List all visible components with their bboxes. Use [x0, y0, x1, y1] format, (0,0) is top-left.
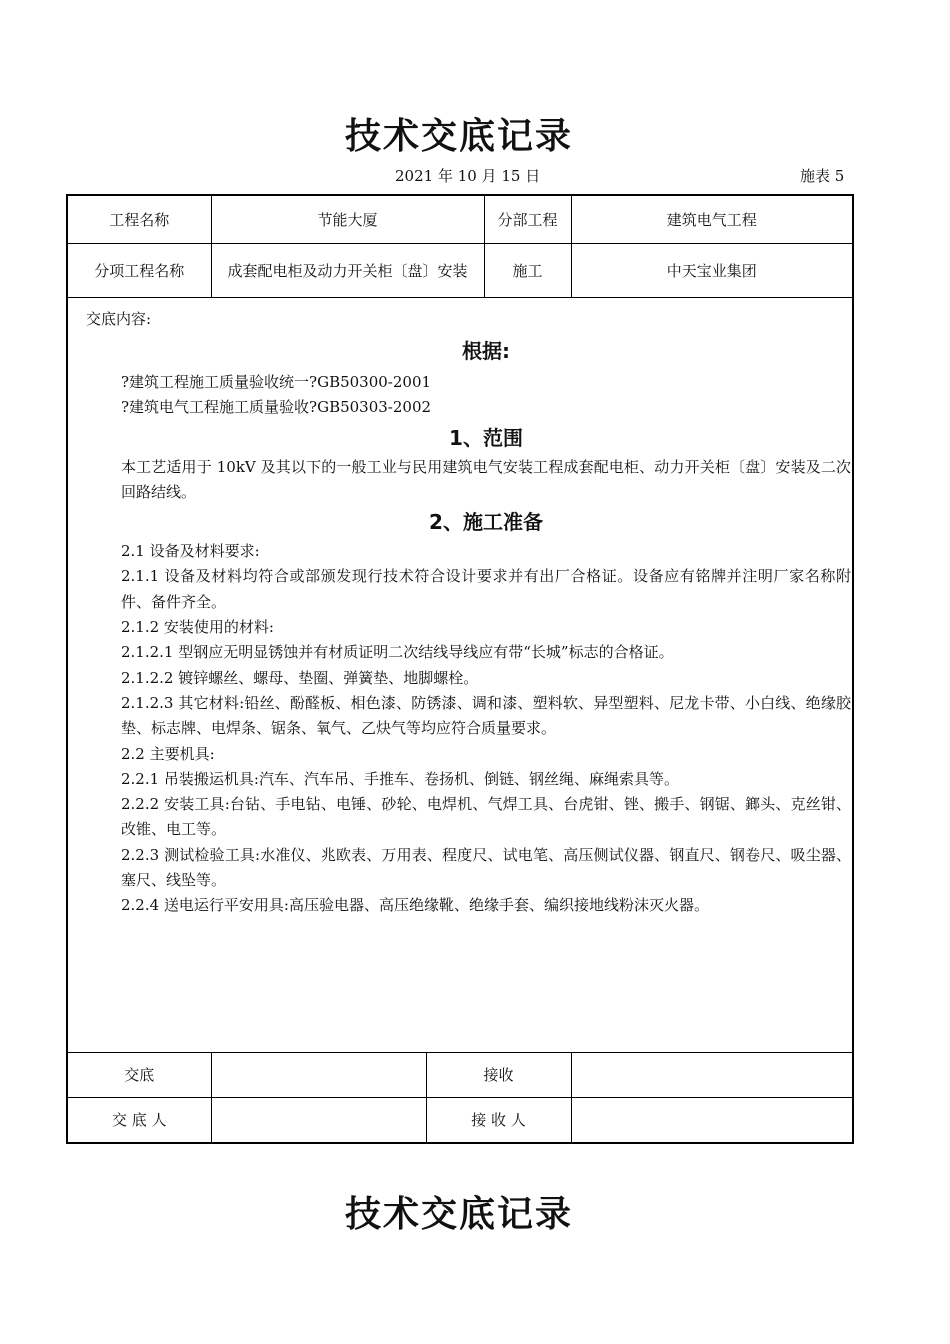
section2-heading: 2、施工准备 [429, 510, 543, 535]
handover-person-label: 交 底 人 [67, 1098, 211, 1144]
content-body [121, 334, 851, 919]
subitem-label: 分项工程名称 [67, 244, 211, 298]
section1-heading: 1、范围 [449, 425, 523, 450]
next-page-title: 技术交底记录 [344, 1194, 573, 1235]
subitem-row [67, 244, 853, 298]
receive-label: 接收 [426, 1053, 571, 1098]
receive-person-label: 接 收 人 [426, 1098, 571, 1144]
content-cell [67, 298, 853, 1053]
basis-line: ?建筑工程施工质量验收统一?GB50300-2001 [121, 373, 432, 391]
handover-label: 交底 [67, 1053, 211, 1098]
page-title: 技术交底记录 [344, 116, 573, 157]
project-row [67, 195, 853, 244]
prep-paragraph: 2.2.3 测试检验工具:水准仪、兆欧表、万用表、程度尺、试电笔、高压侧试仪器、钢直尺、钢卷尺、吸尘器、塞尺、线坠等。 [121, 845, 851, 890]
basis-heading: 根据: [462, 339, 510, 363]
content-label: 交底内容: [86, 310, 152, 328]
prep-paragraph: 2.2.2 安装工具:台钻、手电钻、电锤、砂轮、电焊机、气焊工具、台虎钳、锉、搬手、钢锯、鎯头、克丝钳、改锥、电工等。 [121, 795, 851, 839]
division-label: 分部工程 [484, 195, 571, 244]
prep-paragraph: 2.1.2.1 型钢应无明显锈蚀并有材质证明二次结线导线应有带“长城”标志的合格证。 [121, 643, 674, 662]
prep-paragraph: 2.1 设备及材料要求: [121, 542, 260, 561]
prep-paragraph: 2.1.2.3 其它材料:铅丝、酚醛板、相色漆、防锈漆、调和漆、塑料软、异型塑料、尼龙卡带、小白线、绝缘胶垫、标志牌、电焊条、锯条、氧气、乙炔气等均应符合质量要求。 [121, 693, 851, 738]
project-name-value: 节能大厦 [211, 195, 484, 244]
prep-paragraph: 2.2 主要机具: [121, 744, 215, 763]
subitem-value: 成套配电柜及动力开关柜〔盘〕安装 [211, 244, 484, 298]
prep-paragraph: 2.2.4 送电运行平安用具:高压验电器、高压绝缘靴、绝缘手套、编织接地线粉沫灭火器。 [121, 896, 709, 915]
division-value: 建筑电气工程 [571, 195, 853, 244]
record-date: 2021 年 10 月 15 日 [395, 167, 541, 185]
content-row [67, 298, 853, 1053]
signature-row [67, 1053, 853, 1098]
receive-sign-field[interactable] [571, 1053, 853, 1098]
handover-person-field[interactable] [211, 1098, 426, 1144]
handover-sign-field[interactable] [211, 1053, 426, 1098]
section1-text: 本工艺适用于 10kV 及其以下的一般工业与民用建筑电气安装工程成套配电柜、动力开关柜〔盘〕安装及二次回路结线。 [121, 457, 851, 501]
signature-person-row [67, 1098, 853, 1144]
constructor-value: 中天宝业集团 [571, 244, 853, 298]
basis-line: ?建筑电气工程施工质量验收?GB50303-2002 [121, 398, 432, 417]
constructor-label: 施工 [484, 244, 571, 298]
prep-paragraph: 2.2.1 吊装搬运机具:汽车、汽车吊、手推车、卷扬机、倒链、钢丝绳、麻绳索具等。 [121, 769, 679, 788]
record-table [66, 194, 854, 1144]
project-name-label: 工程名称 [67, 195, 211, 244]
prep-paragraph: 2.1.1 设备及材料均符合或部颁发现行技术符合设计要求并有出厂合格证。设备应有铭牌并注明厂家名称附件、备件齐全。 [121, 567, 851, 611]
receive-person-field[interactable] [571, 1098, 853, 1144]
prep-paragraph: 2.1.2.2 镀锌螺丝、螺母、垫圈、弹簧垫、地脚螺栓。 [121, 668, 479, 687]
prep-paragraph: 2.1.2 安装使用的材料: [121, 618, 274, 637]
form-number: 施表 5 [800, 167, 845, 185]
